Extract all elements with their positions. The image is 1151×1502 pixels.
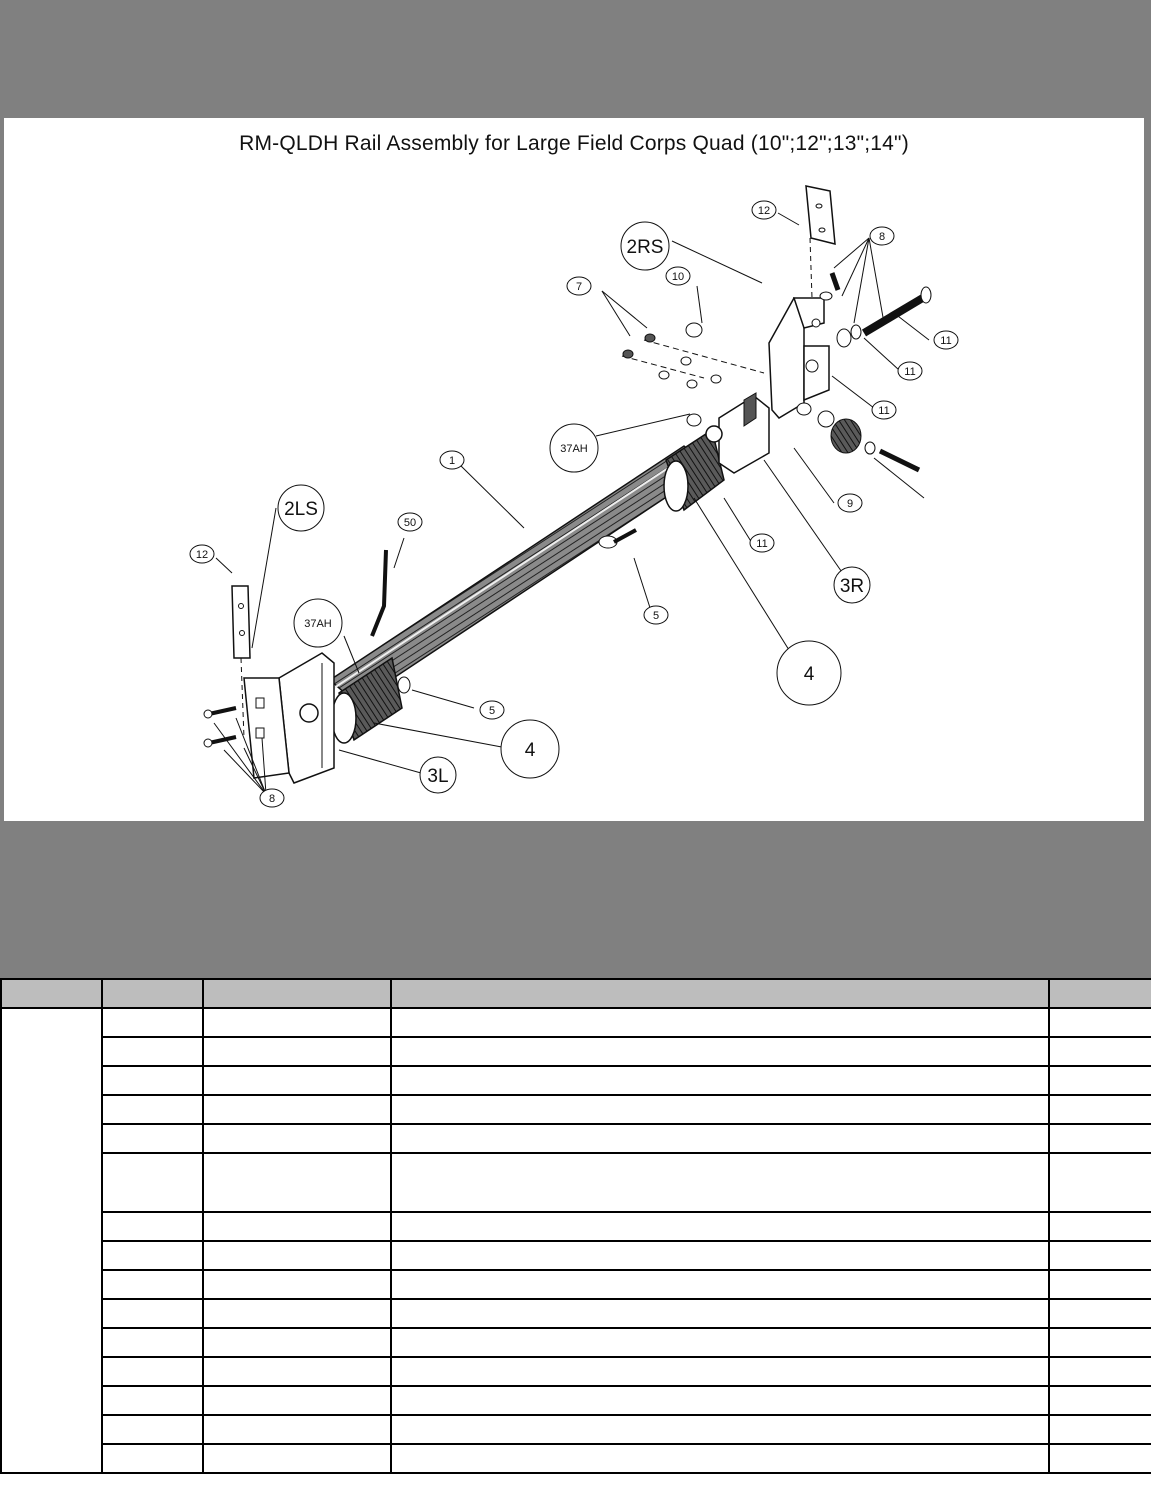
table-cell (1049, 1357, 1151, 1386)
table-cell (391, 1241, 1049, 1270)
right-plate (806, 186, 835, 298)
table-cell (102, 1037, 203, 1066)
right-bracket (769, 298, 829, 418)
svg-text:9: 9 (846, 498, 854, 510)
svg-text:4: 4 (803, 664, 815, 685)
table-row (1, 1212, 1151, 1241)
table-cell (203, 1153, 391, 1212)
table-cell (102, 1008, 203, 1037)
table-cell (1049, 1095, 1151, 1124)
table-cell (391, 1299, 1049, 1328)
callout-11-d (750, 534, 774, 552)
table-cell (102, 1357, 203, 1386)
table-cell (203, 1066, 391, 1095)
callout-2ls (278, 485, 324, 531)
callout-50 (398, 513, 422, 531)
svg-text:11: 11 (940, 335, 952, 347)
right-bolt (820, 273, 931, 347)
table-cell (1, 1008, 102, 1473)
table-header-row (1, 979, 1151, 1008)
table-cell (102, 1299, 203, 1328)
header-cell (391, 979, 1049, 1008)
table-cell (391, 1037, 1049, 1066)
table-cell (203, 1212, 391, 1241)
table-cell (391, 1328, 1049, 1357)
table-cell (391, 1357, 1049, 1386)
table-row (1, 1444, 1151, 1473)
top-gray-band (0, 0, 1151, 118)
table-row (1, 1270, 1151, 1299)
rail-assembly-exploded-view (4, 118, 1144, 821)
table-cell (102, 1328, 203, 1357)
callout-2rs (621, 222, 669, 270)
header-cell (203, 979, 391, 1008)
diagram-title-main: RM-QLDH Rail Assembly for Large Field Corps Quad (239, 132, 745, 155)
table-row (1, 1357, 1151, 1386)
header-cell (102, 979, 203, 1008)
table-cell (391, 1212, 1049, 1241)
table-cell (391, 1095, 1049, 1124)
svg-text:50: 50 (403, 517, 417, 529)
callout-37ah-left (294, 599, 342, 647)
table-cell (102, 1444, 203, 1473)
table-cell (1049, 1037, 1151, 1066)
table-cell (102, 1270, 203, 1299)
svg-text:12: 12 (195, 549, 209, 561)
svg-text:12: 12 (757, 205, 771, 217)
table-cell (102, 1066, 203, 1095)
svg-text:3L: 3L (427, 766, 449, 787)
svg-text:10: 10 (671, 271, 685, 283)
table-cell (1049, 1066, 1151, 1095)
svg-text:37AH: 37AH (304, 618, 332, 630)
diagram-panel (4, 118, 1144, 821)
svg-text:8: 8 (878, 231, 886, 243)
parts-table (0, 978, 1151, 1474)
table-row (1, 1008, 1151, 1037)
table-cell (1049, 1270, 1151, 1299)
svg-text:2LS: 2LS (284, 499, 318, 520)
table-cell (203, 1357, 391, 1386)
table-cell (391, 1008, 1049, 1037)
callout-9 (838, 494, 862, 512)
table-cell (391, 1124, 1049, 1153)
table-cell (391, 1066, 1049, 1095)
table-cell (102, 1095, 203, 1124)
svg-text:2RS: 2RS (626, 237, 664, 258)
svg-text:5: 5 (652, 610, 660, 622)
svg-text:1: 1 (448, 455, 456, 467)
callout-8-top (870, 227, 894, 245)
table-cell (203, 1415, 391, 1444)
svg-text:5: 5 (488, 705, 496, 717)
diagram-title-sizes: (10";12";13";14") (750, 132, 909, 155)
callout-7 (567, 277, 591, 295)
svg-text:3R: 3R (839, 576, 865, 597)
adjustment-knob (797, 403, 919, 470)
table-cell (102, 1241, 203, 1270)
table-cell (1049, 1212, 1151, 1241)
svg-text:4: 4 (524, 740, 536, 761)
table-row (1, 1415, 1151, 1444)
table-row (1, 1124, 1151, 1153)
table-cell (1049, 1299, 1151, 1328)
table-cell (391, 1415, 1049, 1444)
table-cell (203, 1328, 391, 1357)
table-cell (102, 1415, 203, 1444)
svg-text:37AH: 37AH (560, 443, 588, 455)
middle-gray-band (0, 821, 1151, 978)
callout-8-bottom (260, 789, 284, 807)
table-cell (1049, 1008, 1151, 1037)
table-cell (102, 1153, 203, 1212)
table-row (1, 1328, 1151, 1357)
table-cell (391, 1444, 1049, 1473)
table-cell (1049, 1444, 1151, 1473)
svg-text:11: 11 (756, 538, 768, 550)
callout-1 (440, 451, 464, 469)
table-cell (1049, 1415, 1151, 1444)
table-cell (102, 1124, 203, 1153)
table-row (1, 1095, 1151, 1124)
left-pin (398, 677, 410, 693)
table-cell (203, 1241, 391, 1270)
header-cell (1049, 979, 1151, 1008)
table-cell (1049, 1124, 1151, 1153)
right-gray-strip (1144, 118, 1151, 821)
left-bracket (244, 653, 334, 783)
callout-10 (666, 267, 690, 285)
table-cell (1049, 1328, 1151, 1357)
table-cell (391, 1270, 1049, 1299)
svg-text:11: 11 (904, 366, 916, 378)
table-cell (203, 1124, 391, 1153)
callout-5-top (644, 606, 668, 624)
callout-3l (420, 757, 456, 793)
left-screws (204, 708, 236, 747)
callout-37ah-top (550, 424, 598, 472)
table-row (1, 1066, 1151, 1095)
callout-11-c (872, 401, 896, 419)
table-cell (1049, 1241, 1151, 1270)
table-cell (1049, 1153, 1151, 1212)
callout-4-right (777, 641, 841, 705)
callout-11-a (934, 331, 958, 349)
table-cell (391, 1153, 1049, 1212)
callout-12-left (190, 545, 214, 563)
header-cell (1, 979, 102, 1008)
table-row (1, 1153, 1151, 1212)
callout-12-top (752, 201, 776, 219)
table-cell (102, 1212, 203, 1241)
svg-text:8: 8 (268, 793, 276, 805)
table-cell (203, 1444, 391, 1473)
callout-11-b (898, 362, 922, 380)
hex-key (372, 550, 386, 636)
callout-4-bottom (501, 720, 559, 778)
table-cell (203, 1095, 391, 1124)
table-row (1, 1241, 1151, 1270)
table-cell (203, 1270, 391, 1299)
table-row (1, 1299, 1151, 1328)
table-cell (203, 1008, 391, 1037)
table-row (1, 1386, 1151, 1415)
callout-3r (834, 567, 870, 603)
table-cell (1049, 1386, 1151, 1415)
table-row (1, 1037, 1151, 1066)
svg-text:11: 11 (878, 405, 890, 417)
callout-5-bottom (480, 701, 504, 719)
table-cell (391, 1386, 1049, 1415)
svg-text:7: 7 (575, 281, 583, 293)
table-cell (203, 1386, 391, 1415)
table-cell (203, 1299, 391, 1328)
table-cell (102, 1386, 203, 1415)
table-cell (203, 1037, 391, 1066)
